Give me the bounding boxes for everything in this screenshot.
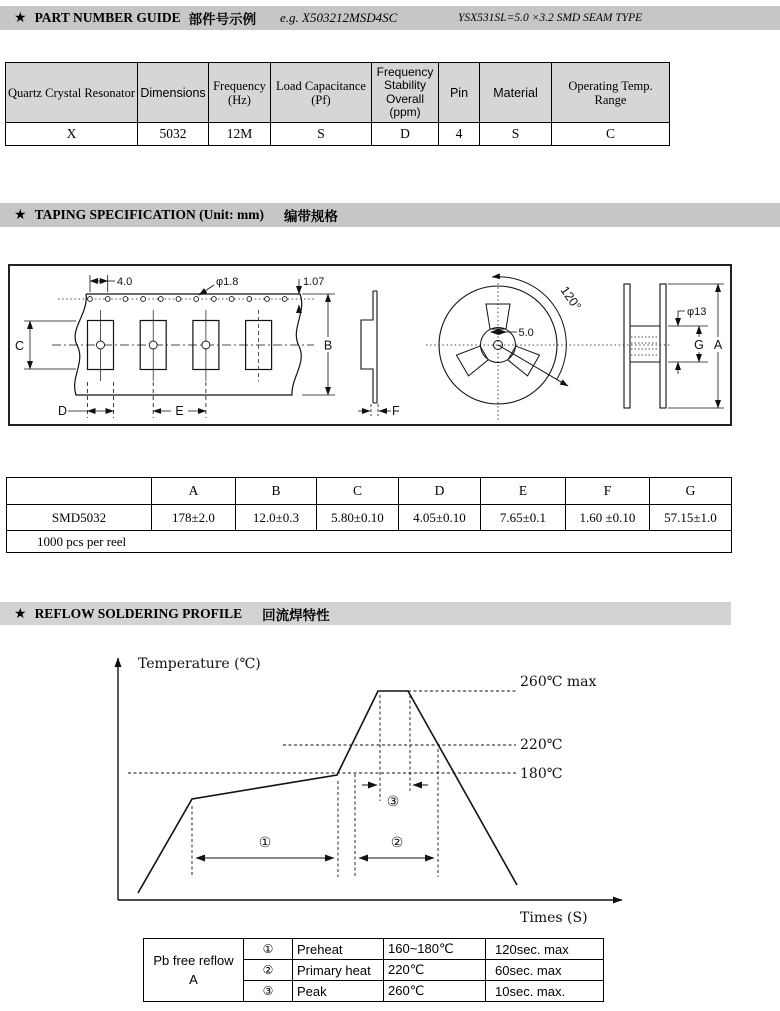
pocket-crosshairs	[101, 310, 259, 381]
label-dim-g: G	[694, 338, 704, 352]
header-line: Frequency	[213, 78, 266, 93]
taping-dimensions-table	[6, 477, 732, 553]
reflow-profile-svg	[100, 645, 660, 930]
col-header-resonator: Quartz Crystal Resonator	[6, 63, 138, 123]
section-title-cn: 回流焊特性	[262, 607, 330, 623]
section-header-part-number-guide	[0, 6, 780, 30]
part-table-header-row	[6, 63, 670, 123]
col-header-load-capacitance	[271, 63, 372, 123]
label-dim-c: C	[15, 339, 25, 353]
zone-marker-1: ①	[258, 835, 272, 851]
reflow-group-code: A	[189, 972, 198, 987]
section-header-taping-specification	[0, 203, 780, 227]
taping-table-data-row	[7, 505, 732, 531]
sprocket-holes	[88, 297, 288, 302]
dim-hub-width: 5.0	[518, 327, 534, 339]
header-line: Load Capacitance	[276, 78, 366, 93]
col-header-a: A	[152, 478, 236, 505]
col-header-frequency	[209, 63, 271, 123]
corner-cell	[7, 478, 152, 505]
header-line: Stability	[383, 78, 427, 92]
header-line: Frequency	[376, 64, 434, 79]
star-icon: ★	[14, 605, 27, 622]
step-temp: 220℃	[384, 960, 486, 981]
label-220: 220℃	[520, 737, 563, 753]
label-dim-f: F	[392, 404, 400, 418]
header-line: Overall	[385, 91, 424, 106]
step-number: ③	[244, 981, 293, 1002]
col-header-material: Material	[480, 63, 552, 123]
cell-dim-d: 4.05±0.10	[399, 505, 481, 531]
reference-lines	[128, 691, 516, 877]
step-time: 60sec. max	[486, 960, 604, 981]
cell-dim-b: 12.0±0.3	[236, 505, 317, 531]
cell-dimensions: 5032	[138, 123, 209, 146]
cell-dim-e: 7.65±0.1	[481, 505, 566, 531]
col-header-f: F	[566, 478, 650, 505]
dim-reel-hole: φ13	[687, 306, 707, 318]
tape-dimensions	[15, 275, 335, 418]
part-number-example: e.g. X503212MSD4SC	[280, 10, 398, 25]
zone-marker-2: ②	[390, 835, 404, 851]
tape-and-reel-drawing	[10, 266, 730, 424]
col-header-c: C	[317, 478, 399, 505]
label-260: 260℃ max	[520, 674, 597, 690]
section-title-cn: 部件号示例	[188, 12, 257, 27]
section-title: PART NUMBER GUIDE	[34, 10, 181, 25]
header-line: (ppm)	[389, 105, 421, 119]
section-title-cn: 编带规格	[283, 209, 338, 224]
label-dim-b: B	[323, 338, 333, 353]
cell-dim-a: 178±2.0	[152, 505, 236, 531]
cell-resonator-code: X	[6, 123, 138, 146]
taping-drawing-box	[8, 264, 732, 426]
y-axis-label: Temperature (℃)	[138, 656, 261, 672]
col-header-operating-temp	[552, 63, 670, 123]
step-name: Preheat	[293, 939, 384, 960]
star-icon: ★	[14, 207, 27, 223]
temperature-profile-line	[138, 691, 517, 893]
reflow-parameter-table	[143, 938, 604, 1002]
col-header-d: D	[399, 478, 481, 505]
reel-side-view	[624, 284, 725, 408]
star-icon: ★	[14, 10, 27, 26]
dim-hole-diameter: φ1.8	[216, 276, 239, 288]
wound-tape-hatch	[631, 337, 659, 355]
label-180: 180℃	[520, 766, 563, 782]
header-line: (Hz)	[228, 92, 251, 107]
reflow-row-preheat	[144, 939, 604, 960]
header-line: Operating Temp.	[568, 78, 653, 93]
part-number-table	[5, 62, 670, 146]
col-header-pin: Pin	[439, 63, 480, 123]
step-temp: 160~180℃	[384, 939, 486, 960]
header-line: (Pf)	[311, 92, 331, 107]
cell-operating-temp: C	[552, 123, 670, 146]
col-header-dimensions: Dimensions	[138, 63, 209, 123]
cell-stability: D	[372, 123, 439, 146]
label-dim-d: D	[58, 404, 68, 418]
step-number: ①	[244, 939, 293, 960]
zone-marker-3: ③	[386, 794, 400, 810]
tape-side-view	[358, 291, 400, 418]
section-title: TAPING SPECIFICATION (Unit: mm)	[34, 207, 264, 222]
label-dim-e: E	[175, 404, 184, 418]
cell-dim-g: 57.15±1.0	[650, 505, 732, 531]
col-header-frequency-stability	[372, 63, 439, 123]
dim-angle: 120°	[557, 283, 584, 313]
taping-table-header-row	[7, 478, 732, 505]
col-header-g: G	[650, 478, 732, 505]
label-dim-a: A	[713, 338, 723, 352]
step-time: 10sec. max.	[486, 981, 604, 1002]
cell-dim-c: 5.80±0.10	[317, 505, 399, 531]
section-header-reflow-profile	[0, 602, 731, 625]
step-time: 120sec. max	[486, 939, 604, 960]
header-line: Range	[594, 92, 627, 107]
x-axis-label: Times (S)	[520, 910, 588, 926]
cell-material: S	[480, 123, 552, 146]
reflow-group-cell	[144, 939, 244, 1002]
carrier-tape-front-view	[52, 294, 314, 395]
col-header-e: E	[481, 478, 566, 505]
cell-pin: 4	[439, 123, 480, 146]
dim-hole-pitch: 4.0	[117, 276, 133, 288]
reel-front-view	[426, 277, 670, 421]
cell-dim-f: 1.60 ±0.10	[566, 505, 650, 531]
step-temp: 260℃	[384, 981, 486, 1002]
step-name: Peak	[293, 981, 384, 1002]
cell-frequency: 12M	[209, 123, 271, 146]
step-name: Primary heat	[293, 960, 384, 981]
col-header-b: B	[236, 478, 317, 505]
taping-table-note-row	[7, 531, 732, 553]
reel-quantity-note: 1000 pcs per reel	[7, 531, 732, 553]
step-number: ②	[244, 960, 293, 981]
reflow-group-name: Pb free reflow	[153, 953, 234, 968]
section-title: REFLOW SOLDERING PROFILE	[34, 605, 243, 621]
part-table-data-row	[6, 123, 670, 146]
dim-edge-distance: 1.07	[303, 276, 325, 288]
reflow-profile-chart	[100, 645, 660, 930]
cell-model: SMD5032	[7, 505, 152, 531]
cell-load-capacitance: S	[271, 123, 372, 146]
part-number-note: YSX531SL=5.0 ×3.2 SMD SEAM TYPE	[458, 12, 643, 24]
